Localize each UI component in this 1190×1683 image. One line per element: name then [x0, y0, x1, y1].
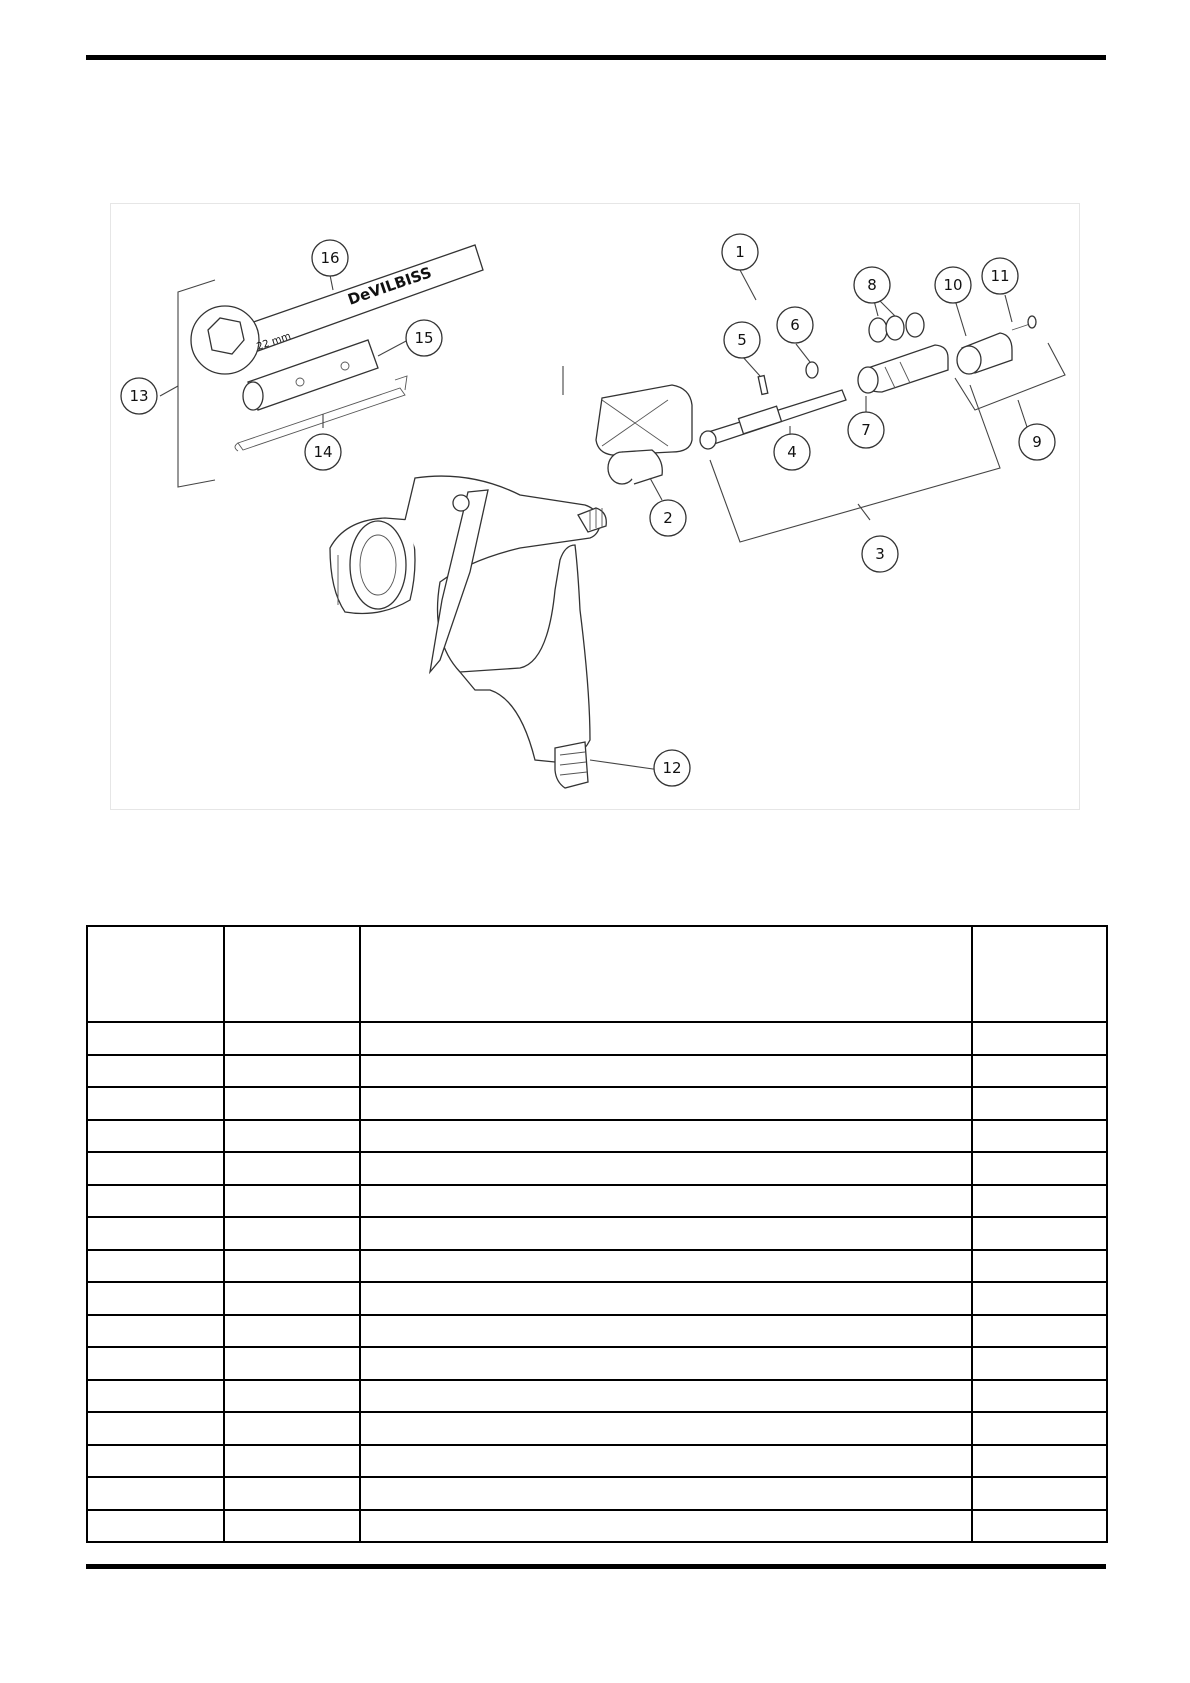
table-cell: [224, 1477, 360, 1510]
svg-text:12: 12: [662, 759, 682, 777]
table-cell: [224, 1185, 360, 1218]
table-cell: [360, 1120, 972, 1153]
table-cell: [360, 1022, 972, 1055]
callout-8: [854, 267, 890, 303]
table-cell: [224, 1380, 360, 1413]
table-cell: [87, 1120, 224, 1153]
table-cell: [972, 1152, 1107, 1185]
header-cell: [224, 926, 360, 1022]
table-row: [87, 1412, 1107, 1445]
header-cell: [360, 926, 972, 1022]
svg-text:7: 7: [861, 421, 871, 439]
svg-text:2: 2: [663, 509, 673, 527]
table-cell: [360, 1380, 972, 1413]
table-cell: [360, 1510, 972, 1543]
table-cell: [87, 1282, 224, 1315]
callout-6: [777, 307, 813, 343]
table-cell: [87, 1185, 224, 1218]
table-cell: [360, 1185, 972, 1218]
table-row: [87, 1217, 1107, 1250]
svg-text:4: 4: [787, 443, 797, 461]
table-cell: [224, 1510, 360, 1543]
table-cell: [972, 1217, 1107, 1250]
table-row: [87, 1315, 1107, 1348]
table-cell: [972, 1347, 1107, 1380]
table-cell: [224, 1282, 360, 1315]
pin-part-5: [758, 376, 768, 395]
parts-table: [86, 925, 1108, 1543]
callout-12: [654, 750, 690, 786]
callout-9: [1019, 424, 1055, 460]
callout-5: [724, 322, 760, 358]
table-row: [87, 1282, 1107, 1315]
brand-label: DeVILBISS: [345, 263, 434, 309]
callout-10: [935, 267, 971, 303]
table-cell: [972, 1120, 1107, 1153]
table-cell: [87, 1477, 224, 1510]
cap-part-10: [957, 333, 1012, 374]
needle-part: [700, 390, 846, 449]
table-cell: [360, 1152, 972, 1185]
washer-part-6: [806, 362, 818, 378]
table-cell: [360, 1217, 972, 1250]
leader-11: [1005, 295, 1012, 322]
table-cell: [972, 1185, 1107, 1218]
table-cell: [972, 1022, 1107, 1055]
svg-text:8: 8: [867, 276, 877, 294]
table-cell: [87, 1217, 224, 1250]
table-cell: [87, 1380, 224, 1413]
table-cell: [972, 1412, 1107, 1445]
table-row: [87, 1477, 1107, 1510]
leader-9: [1018, 400, 1027, 427]
svg-text:1: 1: [735, 243, 745, 261]
leader-10: [955, 300, 966, 336]
table-row: [87, 1250, 1107, 1283]
table-row: [87, 1445, 1107, 1478]
table-cell: [87, 1445, 224, 1478]
screw-part-11: [1012, 316, 1036, 330]
svg-text:6: 6: [790, 316, 800, 334]
table-row: [87, 1380, 1107, 1413]
callout-13: [121, 378, 157, 414]
table-cell: [224, 1087, 360, 1120]
seals-part: [869, 313, 924, 342]
table-cell: [972, 1445, 1107, 1478]
table-row: [87, 1120, 1107, 1153]
table-cell: [87, 1250, 224, 1283]
table-cell: [87, 1055, 224, 1088]
leader-1: [740, 270, 756, 300]
table-cell: [87, 1022, 224, 1055]
table-cell: [224, 1412, 360, 1445]
table-cell: [87, 1315, 224, 1348]
table-cell: [224, 1315, 360, 1348]
table-cell: [972, 1510, 1107, 1543]
svg-text:10: 10: [943, 276, 963, 294]
table-cell: [972, 1315, 1107, 1348]
table-cell: [360, 1445, 972, 1478]
leader-15: [378, 340, 408, 356]
svg-text:3: 3: [875, 545, 885, 563]
callout-3: [862, 536, 898, 572]
table-cell: [360, 1282, 972, 1315]
callout-4: [774, 434, 810, 470]
table-cell: [224, 1152, 360, 1185]
table-cell: [360, 1055, 972, 1088]
table-cell: [87, 1510, 224, 1543]
table-cell: [224, 1250, 360, 1283]
table-cell: [972, 1282, 1107, 1315]
table-cell: [224, 1347, 360, 1380]
callout-14: [305, 434, 341, 470]
callout-16: [312, 240, 348, 276]
svg-text:15: 15: [414, 329, 434, 347]
svg-text:14: 14: [313, 443, 333, 461]
table-row: [87, 1055, 1107, 1088]
table-cell: [224, 1445, 360, 1478]
leader-12: [590, 760, 660, 770]
table-row: [87, 1087, 1107, 1120]
exploded-parts-diagram: [0, 0, 1190, 820]
svg-text:5: 5: [737, 331, 747, 349]
table-cell: [87, 1412, 224, 1445]
air-cap-part: [596, 385, 692, 484]
table-cell: [224, 1217, 360, 1250]
table-cell: [87, 1087, 224, 1120]
svg-text:13: 13: [129, 387, 149, 405]
bracket-3: [710, 385, 1000, 542]
table-cell: [972, 1250, 1107, 1283]
callout-2: [650, 500, 686, 536]
table-row: [87, 1185, 1107, 1218]
callout-7: [848, 412, 884, 448]
leader-5: [742, 356, 760, 376]
table-cell: [224, 1120, 360, 1153]
bottom-rule: [86, 1564, 1106, 1569]
table-row: [87, 1022, 1107, 1055]
table-cell: [360, 1412, 972, 1445]
leader-6: [796, 344, 810, 362]
table-cell: [224, 1055, 360, 1088]
wrench-size-label: 22 mm: [255, 330, 293, 353]
valve-body-part: [858, 345, 948, 393]
table-cell: [360, 1250, 972, 1283]
header-cell: [972, 926, 1107, 1022]
table-cell: [360, 1477, 972, 1510]
leader-2: [650, 478, 662, 500]
table-cell: [87, 1347, 224, 1380]
table-cell: [360, 1315, 972, 1348]
table-cell: [972, 1087, 1107, 1120]
table-cell: [360, 1347, 972, 1380]
callout-1: [722, 234, 758, 270]
table-cell: [972, 1477, 1107, 1510]
table-cell: [972, 1055, 1107, 1088]
leader-16: [330, 275, 333, 290]
svg-text:16: 16: [320, 249, 340, 267]
table-cell: [972, 1380, 1107, 1413]
leader-13: [160, 386, 178, 396]
table-row: [87, 1152, 1107, 1185]
table-cell: [224, 1022, 360, 1055]
header-cell: [87, 926, 224, 1022]
table-row: [87, 1347, 1107, 1380]
spray-gun-body: [330, 476, 606, 788]
table-row: [87, 1510, 1107, 1543]
table-cell: [360, 1087, 972, 1120]
table-header-row: [87, 926, 1107, 1022]
callout-11: [982, 258, 1018, 294]
table-cell: [87, 1152, 224, 1185]
callout-15: [406, 320, 442, 356]
svg-text:11: 11: [990, 267, 1010, 285]
svg-text:9: 9: [1032, 433, 1042, 451]
